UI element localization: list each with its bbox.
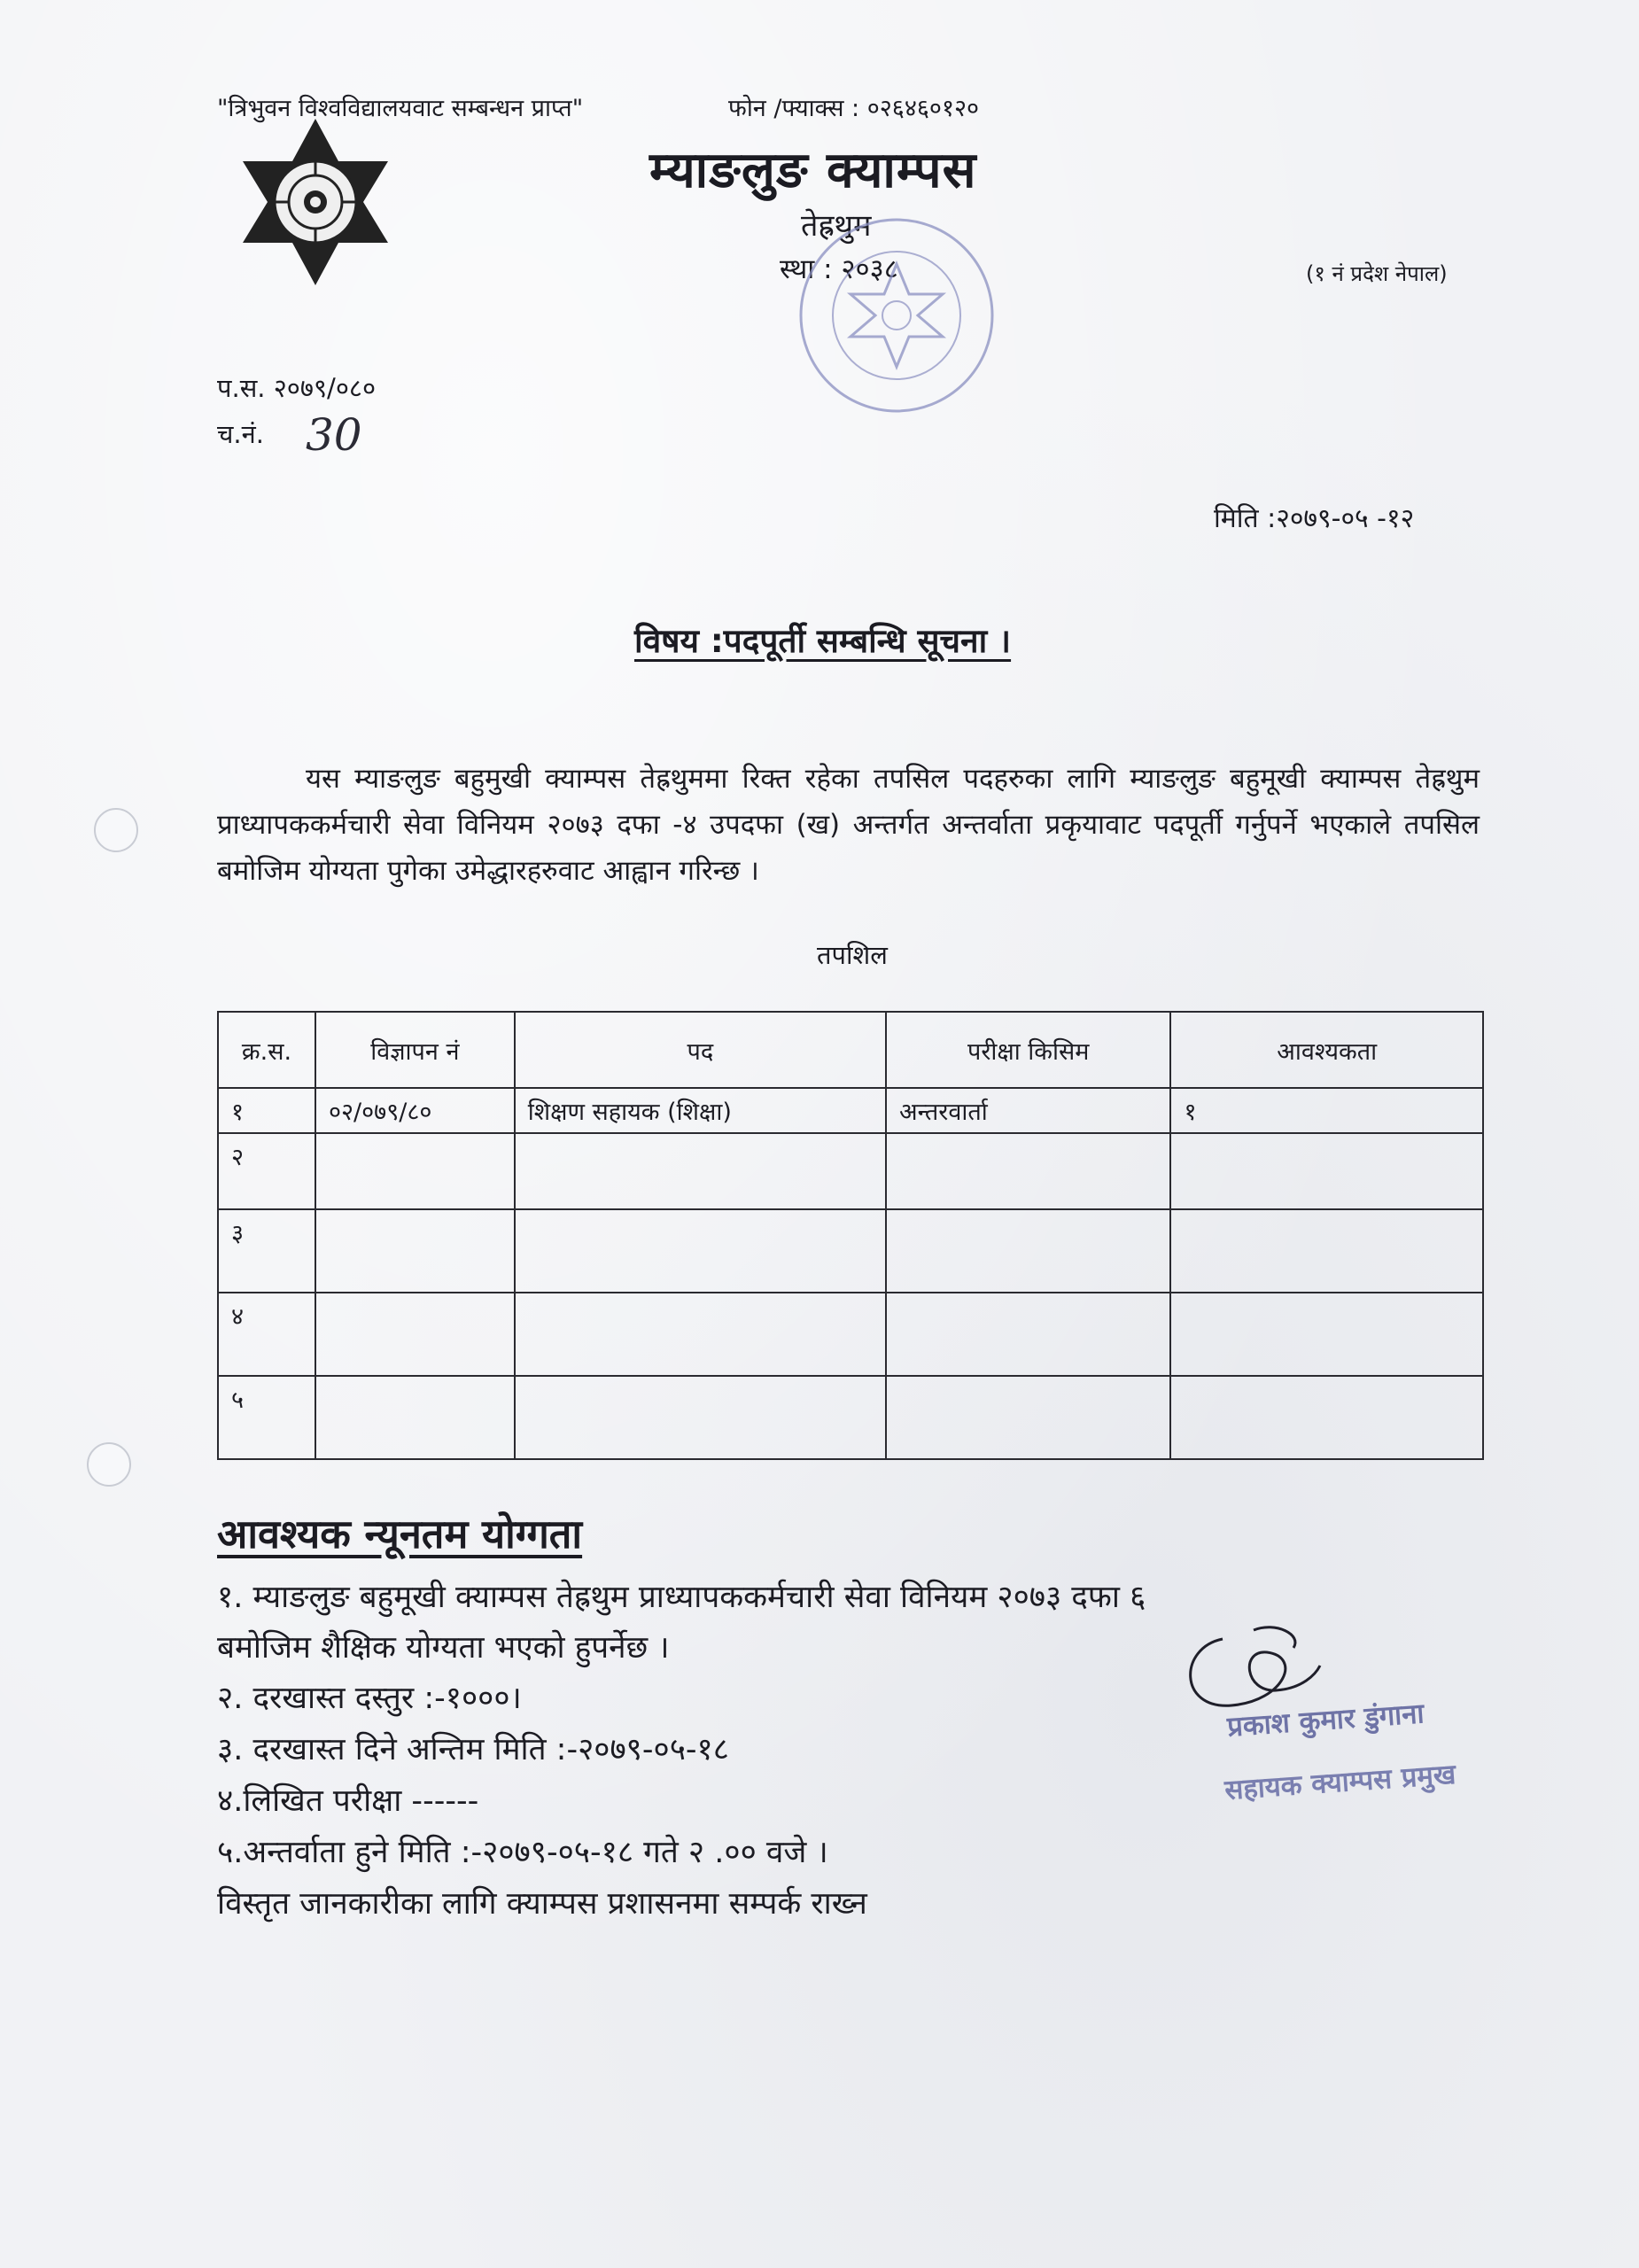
col-header-required-count: आवश्यकता [1170,1012,1483,1088]
cell-position: शिक्षण सहायक (शिक्षा) [515,1088,886,1133]
table-header-row [218,1012,1483,1088]
punch-hole [87,1442,131,1487]
qualification-line: ३. दरखास्त दिने अन्तिम मिति :-२०७९-०५-१८ [217,1732,729,1767]
signatory-name: प्रकाश कुमार डुंगाना [1226,1697,1425,1744]
cell-advertisement-no [315,1293,515,1376]
cell-sn: ३ [218,1209,315,1293]
table-row [218,1209,1483,1293]
cell-advertisement-no: ०२/०७९/८० [315,1088,515,1133]
qualification-line: २. दरखास्त दस्तुर :-१०००। [217,1681,522,1716]
cell-sn: ४ [218,1293,315,1376]
cell-exam-type: अन्तरवार्ता [886,1088,1171,1133]
cell-exam-type [886,1293,1171,1376]
punch-hole [94,808,138,852]
reference-number: प.स. २०७९/०८० [217,373,377,403]
qualification-line: विस्तृत जानकारीका लागि क्याम्पस प्रशासनमा सम्पर्क राख्न [217,1886,867,1922]
university-logo [229,115,402,289]
cell-required-count [1170,1209,1483,1293]
vacancy-table [217,1011,1484,1460]
cell-advertisement-no [315,1376,515,1459]
dispatch-number-value: 30 [306,409,362,461]
cell-position [515,1376,886,1459]
col-header-advertisement-no: विज्ञापन नं [315,1012,515,1088]
subject-heading: विषय :पदपूर्ती सम्बन्धि सूचना । [634,622,1012,660]
table-row [218,1293,1483,1376]
table-row [218,1376,1483,1459]
cell-sn: २ [218,1133,315,1209]
province-text: (१ नं प्रदेश नेपाल) [1306,261,1448,286]
cell-position [515,1209,886,1293]
col-header-exam-type: परीक्षा किसिम [886,1012,1171,1088]
affiliation-text: "त्रिभुवन विश्वविद्यालयवाट सम्बन्धन प्राप्त" [217,95,584,122]
issue-date: मिति :२०७९-०५ -१२ [1214,503,1415,534]
cell-required-count [1170,1293,1483,1376]
table-caption: तपशिल [817,940,888,970]
signatory-title: सहायक क्याम्पस प्रमुख [1223,1758,1457,1807]
qualification-line: ४.लिखित परीक्षा ------ [217,1783,479,1819]
cell-required-count [1170,1376,1483,1459]
col-header-position: पद [515,1012,886,1088]
campus-location: तेह्रथुम [801,208,872,244]
phone-fax: फोन /फ्याक्स : ०२६४६०१२० [728,95,980,122]
table-row [218,1088,1483,1133]
cell-advertisement-no [315,1133,515,1209]
cell-sn: १ [218,1088,315,1133]
qualification-line: ५.अन्तर्वाता हुने मिति :-२०७९-०५-१८ गते २ .०० वजे । [217,1835,828,1870]
qualification-line: बमोजिम शैक्षिक योग्यता भएको हुपर्नेछ । [217,1630,670,1666]
cell-exam-type [886,1376,1171,1459]
qualification-line: १. म्याङलुङ बहुमूखी क्याम्पस तेह्रथुम प्राध्यापककर्मचारी सेवा विनियम २०७३ दफा ६ [217,1580,1146,1615]
table-row [218,1133,1483,1209]
established-year: स्था : २०३८ [780,253,898,285]
cell-sn: ५ [218,1376,315,1459]
col-header-sn: क्र.स. [218,1012,315,1088]
cell-required-count: १ [1170,1088,1483,1133]
qualifications-heading: आवश्यक न्यूनतम योग्गता [217,1511,583,1557]
campus-name: म्याङलुङ क्याम्पस [649,142,977,199]
cell-position [515,1293,886,1376]
notice-body: यस म्याङलुङ बहुमुखी क्याम्पस तेह्रथुममा रिक्त रहेका तपसिल पदहरुका लागि म्याङलुङ बहुमूखी क्याम्पस तेह्रथुम प्राध्यापककर्मचारी सेवा विनियम २०७३ दफा -४ उपदफा (ख) अन्तर्गत अन्तर्वाता प्रकृयावाट पदपूर्ती गर्नुपर्ने भएकाले तपसिल बमोजिम योग्यता पुगेका उमेद्धारहरुवाट आह्वान गरिन्छ । [217,763,1480,887]
cell-position [515,1133,886,1209]
cell-exam-type [886,1133,1171,1209]
dispatch-number-label: च.नं. [217,419,264,449]
cell-exam-type [886,1209,1171,1293]
cell-required-count [1170,1133,1483,1209]
cell-advertisement-no [315,1209,515,1293]
campus-seal [794,213,999,418]
